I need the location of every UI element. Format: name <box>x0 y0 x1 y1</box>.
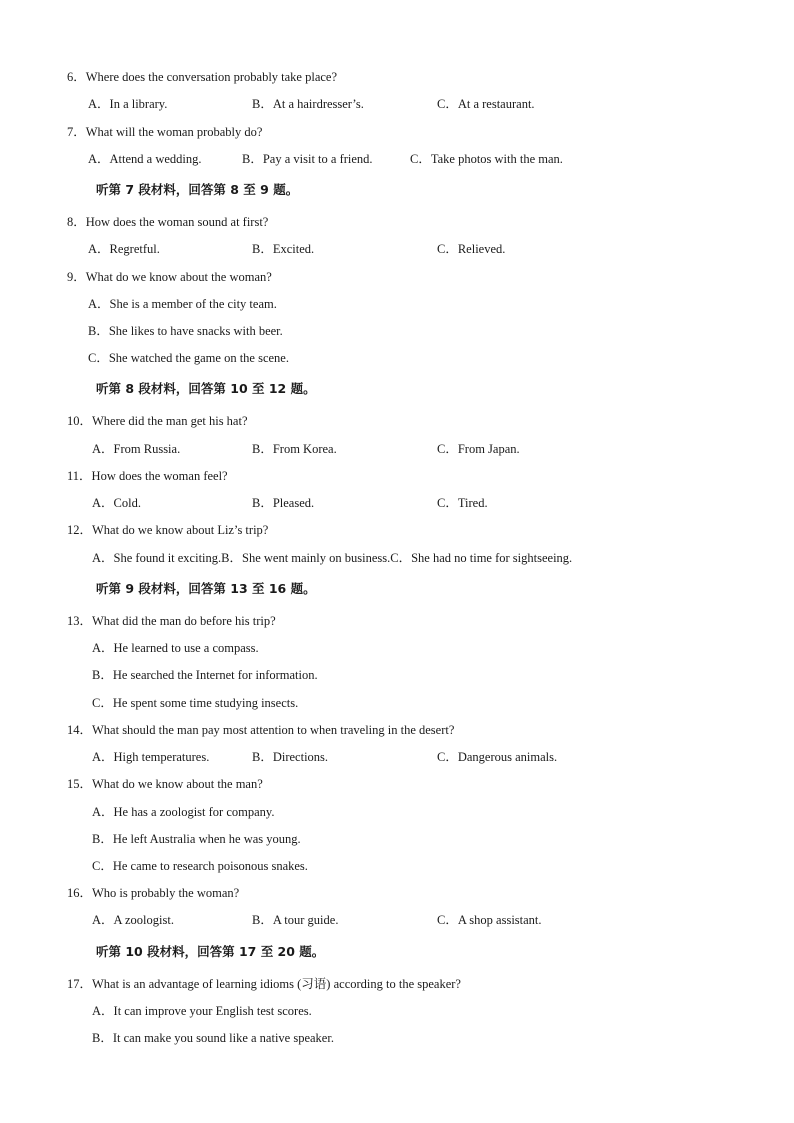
question-13-option-a: A．He learned to use a compass. <box>92 641 259 655</box>
question-7-option-a: A．Attend a wedding. <box>88 152 202 166</box>
question-13-option-b: B．He searched the Internet for information. <box>92 668 318 682</box>
question-15-option-c: C．He came to research poisonous snakes. <box>92 859 308 873</box>
question-16-option-b: B．A tour guide. <box>252 913 339 927</box>
question-8-option-b: B．Excited. <box>252 242 315 256</box>
question-9-option-c: C．She watched the game on the scene. <box>88 351 289 365</box>
section-heading-9: 听第 9 段材料，回答第 13 至 16 题。 <box>96 581 316 596</box>
question-17-option-a: A．It can improve your English test scores. <box>92 1004 312 1018</box>
question-14-option-c: C．Dangerous animals. <box>437 750 558 764</box>
question-11-option-b: B．Pleased. <box>252 496 315 510</box>
question-8-option-c: C．Relieved. <box>437 242 506 256</box>
question-16-option-a: A．A zoologist. <box>92 913 174 927</box>
question-17-option-b: B．It can make you sound like a native speaker. <box>92 1031 334 1045</box>
question-6-option-c: C．At a restaurant. <box>437 97 535 111</box>
question-9-stem: 9．What do we know about the woman? <box>67 270 272 284</box>
question-13-stem: 13．What did the man do before his trip? <box>67 614 276 628</box>
question-6-option-b: B．At a hairdresser’s. <box>252 97 364 111</box>
question-16-option-c: C．A shop assistant. <box>437 913 542 927</box>
question-6-stem: 6．Where does the conversation probably take place? <box>67 70 338 84</box>
question-14-stem: 14．What should the man pay most attention to when traveling in the desert? <box>67 723 455 737</box>
section-heading-8: 听第 8 段材料，回答第 10 至 12 题。 <box>96 381 316 396</box>
question-10-stem: 10．Where did the man get his hat? <box>67 414 248 428</box>
question-13-option-c: C．He spent some time studying insects. <box>92 696 299 710</box>
question-8-stem: 8．How does the woman sound at first? <box>67 215 269 229</box>
question-15-stem: 15．What do we know about the man? <box>67 777 263 791</box>
question-12-stem: 12．What do we know about Liz’s trip? <box>67 523 269 537</box>
question-14-option-b: B．Directions. <box>252 750 329 764</box>
question-10-option-a: A．From Russia. <box>92 442 181 456</box>
question-9-option-b: B．She likes to have snacks with beer. <box>88 324 283 338</box>
question-10-option-b: B．From Korea. <box>252 442 337 456</box>
question-12-options: A．She found it exciting.B．She went mainly on business.C．She had no time for sightseeing. <box>92 551 573 565</box>
question-9-option-a: A．She is a member of the city team. <box>88 297 277 311</box>
question-7-option-c: C．Take photos with the man. <box>410 152 563 166</box>
question-7-option-b: B．Pay a visit to a friend. <box>242 152 373 166</box>
section-heading-10: 听第 10 段材料，回答第 17 至 20 题。 <box>96 944 325 959</box>
question-15-option-b: B．He left Australia when he was young. <box>92 832 301 846</box>
question-17-stem: 17．What is an advantage of learning idioms (习语) according to the speaker? <box>67 977 461 991</box>
question-7-stem: 7．What will the woman probably do? <box>67 125 263 139</box>
question-10-option-c: C．From Japan. <box>437 442 520 456</box>
question-8-option-a: A．Regretful. <box>88 242 160 256</box>
question-11-option-a: A．Cold. <box>92 496 141 510</box>
question-15-option-a: A．He has a zoologist for company. <box>92 805 275 819</box>
question-6-option-a: A．In a library. <box>88 97 168 111</box>
question-11-option-c: C．Tired. <box>437 496 488 510</box>
question-16-stem: 16．Who is probably the woman? <box>67 886 240 900</box>
section-heading-7: 听第 7 段材料，回答第 8 至 9 题。 <box>96 182 299 197</box>
question-14-option-a: A．High temperatures. <box>92 750 210 764</box>
question-11-stem: 11．How does the woman feel? <box>67 469 228 483</box>
